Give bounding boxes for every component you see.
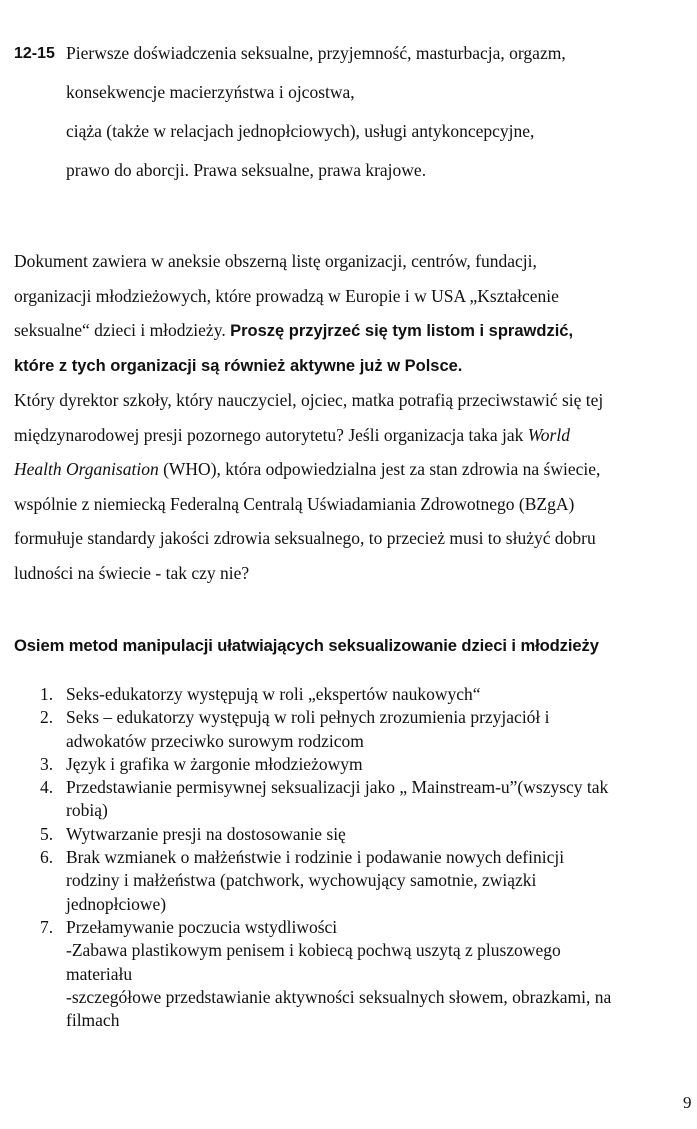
paragraph-line: wspólnie z niemiecką Federalną Centralą Uświadamiania Zdrowotnego (BZgA) [14,493,575,514]
emphasis-text: Proszę przyjrzeć się tym listom i sprawdzić, [230,322,574,340]
list-item-text: Seks – edukatorzy występują w roli pełnych zrozumienia przyjaciół i [66,707,550,728]
body-paragraph [14,244,694,590]
list-item-text: Seks-edukatorzy występują w roli „ekspertów naukowych“ [66,684,481,704]
list-item-text: Język i grafika w żargonie młodzieżowym [66,753,363,774]
list-item-text: Przedstawianie permisywnej seksualizacji jako „ Mainstream-u”(wszyscy tak [66,777,609,798]
list-item-text: adwokatów przeciwko surowym rodzicom [66,730,364,751]
paragraph-line: organizacji młodzieżowych, które prowadzą w Europie i w USA „Kształcenie [14,285,559,306]
paragraph-text: międzynarodowej presji pozornego autorytetu? Jeśli organizacja taka jak [14,424,524,445]
list-number: 2. [40,707,54,728]
list-item [40,683,690,706]
list-item-subpoint: -szczegółowe przedstawianie aktywności seksualnych słowem, obrazkami, na [66,986,612,1007]
page-number: 9 [683,1093,692,1112]
paragraph-line: ludności na świecie - tak czy nie? [14,562,250,583]
age-range-label: 12-15 [14,45,55,62]
list-number: 6. [40,847,54,868]
paragraph-line [14,418,694,453]
list-number: 7. [40,916,54,937]
age-topic-line: ciąża (także w relacjach jednopłciowych), usługi antykoncepcyjne, [66,121,535,141]
list-number: 1. [40,684,54,704]
list-item-text: Przełamywanie poczucia wstydliwości [66,916,338,937]
list-item-text: rodziny i małżeństwa (patchwork, wychowujący samotnie, związki [66,870,537,891]
list-item [40,776,690,823]
list-item-subpoint: materiału [66,963,133,984]
paragraph-line [14,313,694,349]
list-item-text: Wytwarzanie presji na dostosowanie się [66,823,346,844]
list-item-subpoint: -Zabawa plastikowym penisem i kobiecą pochwą uszytą z pluszowego [66,940,561,961]
italic-organization-name: Health Organisation [14,459,159,479]
list-item-text: jednopłciowe) [66,893,167,914]
age-topic-line: konsekwencje macierzyństwa i ojcostwa, [66,82,355,102]
paragraph-text: seksualne“ dzieci i młodzieży. [14,320,226,340]
list-item [40,753,690,776]
emphasis-line: które z tych organizacji są również aktywne już w Polsce. [14,356,463,375]
section-heading: Osiem metod manipulacji ułatwiających seksualizowanie dzieci i młodzieży [14,636,599,655]
list-item [40,916,690,1032]
italic-organization-name: World [527,424,570,445]
paragraph-line: Dokument zawiera w aneksie obszerną listę organizacji, centrów, fundacji, [14,251,537,271]
age-topic-line: prawo do aborcji. Prawa seksualne, prawa krajowe. [66,160,427,180]
list-item-text: robią) [66,800,108,821]
list-item [40,706,690,753]
list-item [40,846,690,916]
paragraph-text: (WHO), która odpowiedzialna jest za stan zdrowia na świecie, [163,459,601,479]
age-topic-line: Pierwsze doświadczenia seksualne, przyjemność, masturbacja, orgazm, [66,43,566,63]
list-number: 5. [40,823,54,844]
manipulation-methods-list [40,683,690,1032]
list-item [40,823,690,846]
list-item-subpoint: filmach [66,1010,120,1031]
paragraph-line: Który dyrektor szkoły, który nauczyciel, ojciec, matka potrafią przeciwstawić się tej [14,390,604,410]
list-number: 4. [40,777,54,798]
paragraph-line [14,452,694,487]
list-number: 3. [40,753,54,774]
list-item-text: Brak wzmianek o małżeństwie i rodzinie i podawanie nowych definicji [66,847,565,868]
paragraph-line: formułuje standardy jakości zdrowia seksualnego, to przecież musi to służyć dobru [14,528,596,548]
